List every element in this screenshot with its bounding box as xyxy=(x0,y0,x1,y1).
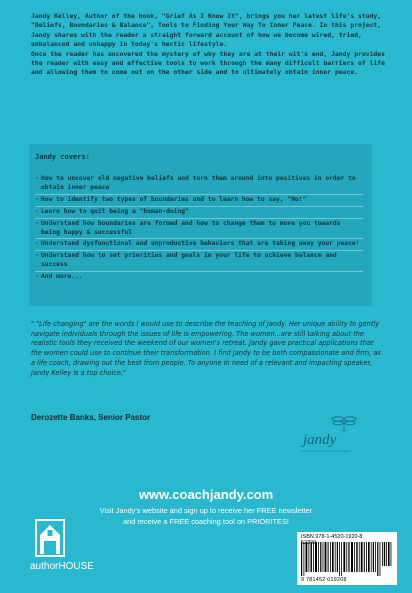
publisher-name: authorHOUSE xyxy=(30,561,94,572)
publisher-logo-icon xyxy=(35,519,65,561)
list-item: · Understand dysfunctional and unproductive behaviors that are taking away your peace! xyxy=(35,240,363,251)
barcode-icon xyxy=(301,542,393,576)
cta-line: Visit Jandy's website and sign up to receive her FREE newsletter xyxy=(99,506,313,515)
barcode-number: 9 781452 019208 xyxy=(301,577,347,583)
list-item: · Understand how boundaries are formed and how to change them to move you towards being happy & successful xyxy=(35,220,363,240)
bullet-icon: · xyxy=(35,240,39,248)
cta-line: and receive a FREE coaching tool on PRIORITES! xyxy=(123,517,289,526)
intro-paragraph: Once the reader has uncovered the mystery of why they are at their wit's end, Jandy provides the reader with easy and effective tools to work through the many difficult barriers of life and allowing them to come out on the other side and to ultimately obtain inner peace. xyxy=(31,49,385,77)
covers-heading: Jandy covers: xyxy=(35,153,90,161)
testimonial-quote: " "Life changing" are the words I would use to describe the teaching of Jandy. Her unique ability to gently navigate individuals through the issues of life is empowering. The women...are still talking about the realistic tools they received the weekend of our women's retreat. Jandy gave practical applications that the women could use to continue their transformation. I find Jandy to be both compassionate and firm, as a life coach, drawing out the best from people. To anyone in need of a relevant and impacting speaker, Jandy Kelley is a top choice." xyxy=(31,320,381,377)
barcode-panel xyxy=(297,532,397,585)
bullet-icon: · xyxy=(35,219,39,227)
list-item: · Understand how to set priorities and goals in your life to achieve balance and success xyxy=(35,252,363,272)
bullet-icon: · xyxy=(35,175,39,182)
list-item: · And more... xyxy=(35,273,83,281)
list-item: · Learn how to quit being a "human-doing" xyxy=(35,208,363,219)
website-link[interactable]: www.coachjandy.com xyxy=(138,487,274,502)
list-item: · How to uncover old negative beliefs and turn them around into positives in order to obtain inner peace xyxy=(35,175,363,195)
isbn-label: ISBN 978-1-4520-1920-8 xyxy=(301,534,363,540)
intro-paragraph: Jandy Kelley, Author of the book, "Grief As I Know It", brings you her latest life's study, "Beliefs, Boundaries & Balance", Tools to Finding Your Way To Inner Peace. In this project, Jandy shares with the reader a straight forward account of how we become wired, tried, unbalanced and unhappy in today's hectic lifestyle. xyxy=(31,12,382,49)
list-item: · How to identify two types of boundaries and to learn how to say, "No!" xyxy=(35,196,363,207)
jandy-logo: jandy xyxy=(303,432,337,448)
bullet-icon: · xyxy=(35,273,39,281)
bullet-icon: · xyxy=(35,195,39,203)
intro-text xyxy=(31,12,391,78)
bullet-icon: · xyxy=(35,252,39,260)
logo-tagline: Life Coach & Inspirational Speaker xyxy=(301,449,351,453)
testimonial-signature: Derozette Banks, Senior Pastor xyxy=(31,413,151,422)
covers-list xyxy=(35,175,363,284)
bullet-icon: · xyxy=(35,207,39,215)
